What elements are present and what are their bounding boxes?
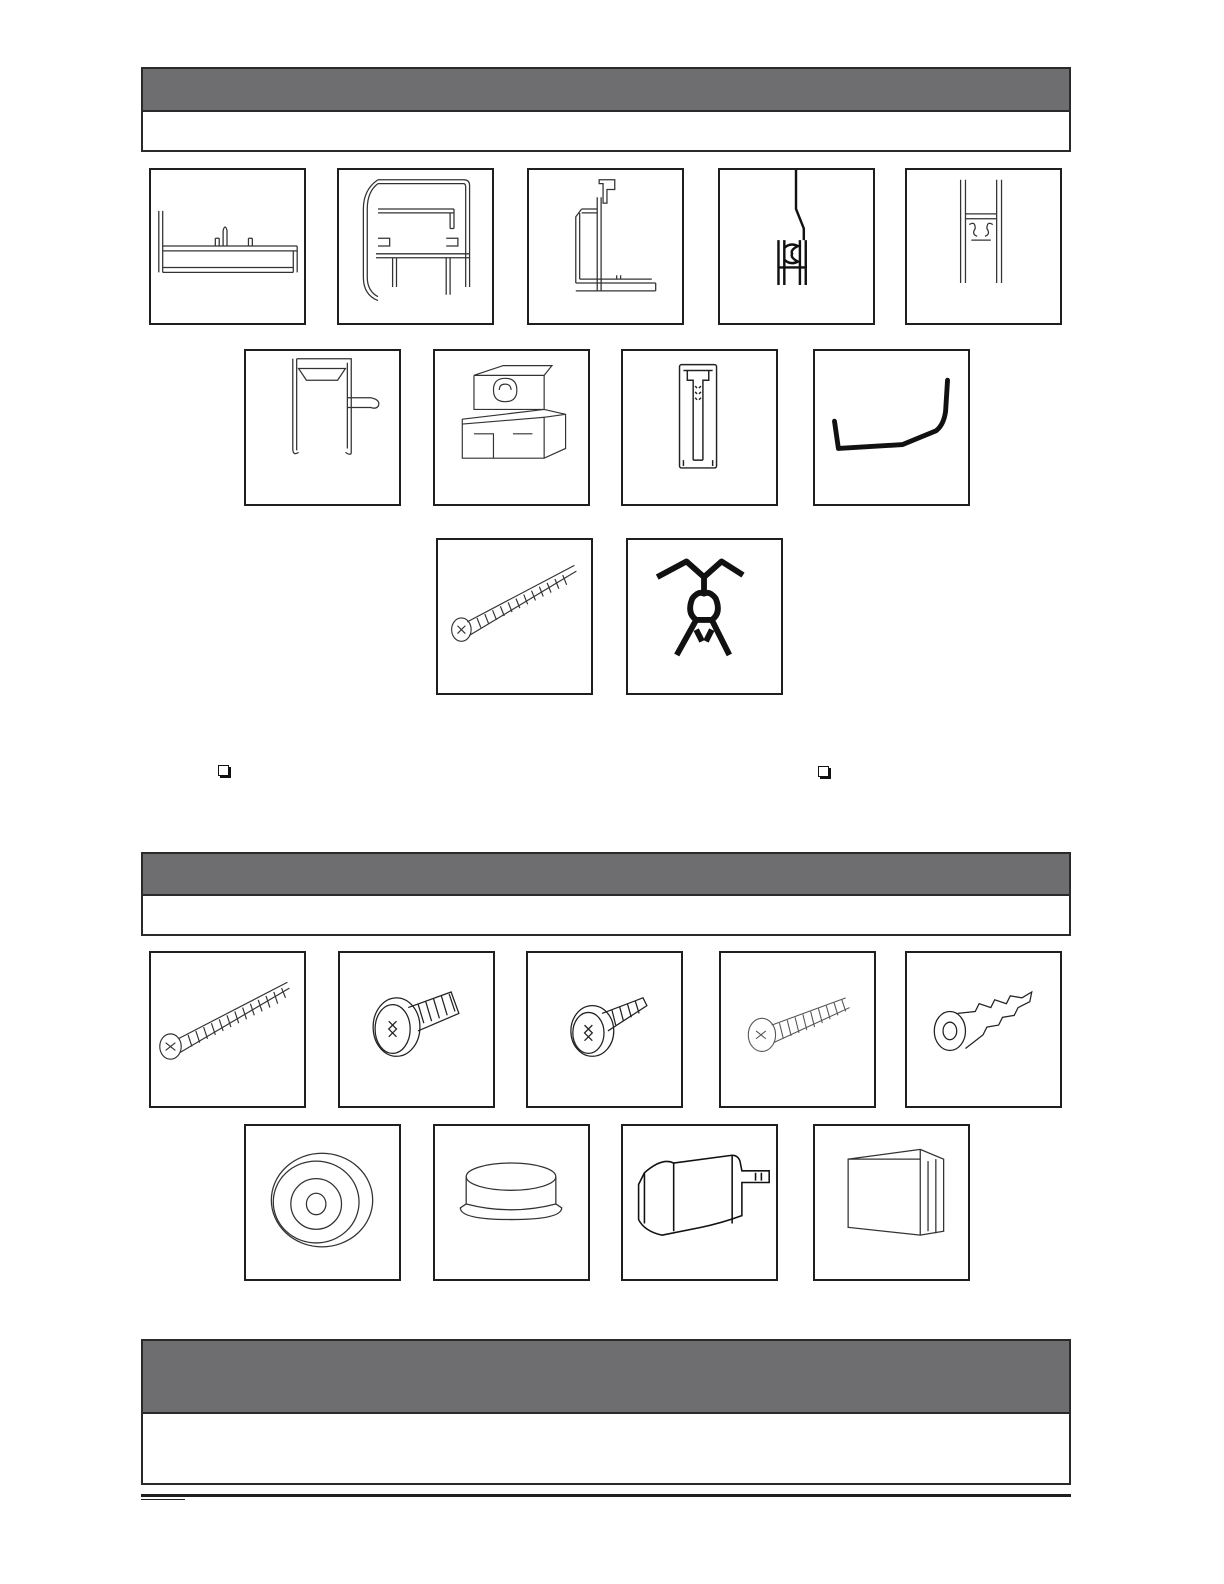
clip-profile-icon — [246, 351, 399, 504]
long-screw-icon — [438, 540, 591, 693]
part-tile — [905, 168, 1062, 325]
part-tile — [338, 951, 495, 1108]
part-tile — [526, 951, 683, 1108]
bent-rod-icon — [815, 351, 968, 504]
section-header-bar — [141, 67, 1071, 111]
roller-wheel-icon — [246, 1126, 399, 1279]
part-tile — [149, 951, 306, 1108]
part-tile — [621, 1124, 778, 1281]
part-tile — [436, 538, 593, 695]
section-header-bar — [141, 1339, 1071, 1413]
part-tile — [244, 1124, 401, 1281]
part-tile — [433, 349, 590, 506]
footer-rule — [141, 1494, 1071, 1497]
section-header-bar — [141, 852, 1071, 895]
part-tile — [149, 168, 306, 325]
plastic-wall-anchor-icon — [907, 953, 1060, 1106]
part-tile — [813, 1124, 970, 1281]
curved-bracket-icon — [623, 1126, 776, 1279]
part-tile — [626, 538, 783, 695]
wall-anchor-clip-icon — [628, 540, 781, 693]
part-tile — [718, 168, 875, 325]
option-checkbox[interactable] — [218, 765, 229, 776]
roller-guide-icon — [435, 351, 588, 504]
section-subtitle-box — [141, 110, 1071, 152]
part-tile — [813, 349, 970, 506]
machine-screw-icon — [340, 953, 493, 1106]
section-subtitle-box — [141, 894, 1071, 936]
long-wood-screw-icon — [151, 953, 304, 1106]
pan-head-screw-icon — [721, 953, 874, 1106]
strike-insert-icon — [623, 351, 776, 504]
bottom-track-profile-icon — [151, 170, 304, 323]
part-tile — [337, 168, 494, 325]
part-tile — [905, 951, 1062, 1108]
sheet-metal-screw-icon — [528, 953, 681, 1106]
footer-rule — [141, 1499, 185, 1500]
bumper-cap-icon — [435, 1126, 588, 1279]
wall-jamb-profile-icon — [339, 170, 492, 323]
header-profile-icon — [529, 170, 682, 323]
part-tile — [244, 349, 401, 506]
option-checkbox[interactable] — [818, 766, 829, 777]
h-connector-profile-icon — [907, 170, 1060, 323]
end-cap-icon — [815, 1126, 968, 1279]
door-handle-profile-icon — [720, 170, 873, 323]
section-subtitle-box — [141, 1412, 1071, 1485]
part-tile — [719, 951, 876, 1108]
part-tile — [527, 168, 684, 325]
part-tile — [621, 349, 778, 506]
part-tile — [433, 1124, 590, 1281]
